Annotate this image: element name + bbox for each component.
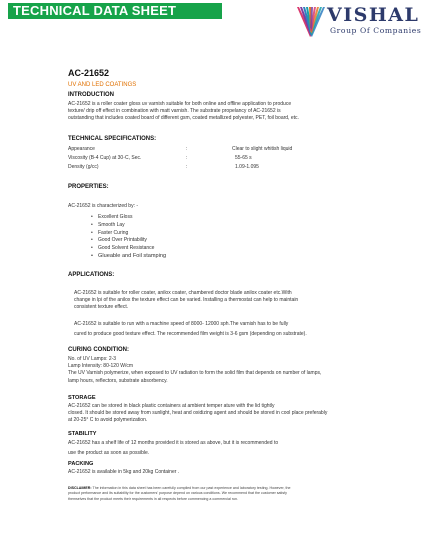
packing-heading: PACKING xyxy=(68,461,94,467)
introduction-text xyxy=(68,101,398,123)
properties-heading: PROPERTIES: xyxy=(68,184,109,190)
curing-heading: CURING CONDITION: xyxy=(68,347,129,353)
spec-label: Viscosity (B-4 Cup) at 30◦C, Sec. xyxy=(68,155,142,161)
applications-line: change in lpi of the anilox the texture effect can be varied. Installing a thermostat can help to maintain xyxy=(74,297,299,304)
introduction-line: outstanding that includes coated board of different gsm, coated metallized polyester, PET, foil board, etc. xyxy=(68,115,299,122)
logo-name: VISHAL xyxy=(327,4,420,26)
property-item: • Faster Curing xyxy=(68,230,166,238)
spec-value: 55-65 s xyxy=(235,155,252,161)
stability-heading: STABILITY xyxy=(68,431,97,437)
spec-value: 1.09-1.095 xyxy=(235,164,259,170)
property-item: • Good Solvent Resistance xyxy=(68,245,166,253)
applications-line: AC-21652 is suitable to run with a machine speed of 8000- 12000 sph.The varnish has to be fully xyxy=(74,321,289,327)
specs-heading: TECHNICAL SPECIFICATIONS: xyxy=(68,136,157,142)
disclaimer-line: themselves that the product meets their requirements in all respects before commencing a commercial run. xyxy=(68,496,238,501)
applications-line: cured to produce good texture effect. The recommended film weight is 3-6 gsm (depending on substrate). xyxy=(74,331,307,337)
storage-line: closed. It should be stored away from sunlight, heat and oxidizing agent and should be stored in cool place preferably xyxy=(68,410,328,417)
product-category: UV AND LED COATINGS xyxy=(68,82,137,88)
stability-line: AC-21652 has a shelf life of 12 months provided it is stored as above, but it is recommended to xyxy=(68,440,279,446)
disclaimer xyxy=(68,486,374,502)
packing-text: AC-21652 is available in 5kg and 20kg Container . xyxy=(68,469,180,475)
curing-line: No. of UV Lamps: 2-3 xyxy=(68,356,117,362)
disclaimer-line: product performance and its suitability for the customers' purpose depend on various conditions. We recommend that the customer satisfy xyxy=(68,491,287,496)
introduction-heading: INTRODUCTION xyxy=(68,92,114,98)
introduction-line: AC-21652 is a roller coater gloss uv varnish suitable for both online and offline application to produce xyxy=(68,101,292,107)
curing-line: lamp hours, reflectors, substrate absorbency. xyxy=(68,377,168,384)
property-item: • Good Over Printability xyxy=(68,237,166,245)
applications-line: AC-21652 is suitable for roller coater, anilox coater, chambered doctor blade anilox coater etc.With xyxy=(74,290,292,296)
banner-title: TECHNICAL DATA SHEET xyxy=(8,3,222,19)
curing-line: The UV Varnish polymerize, when exposed to UV radiation to form the solid film that depends on number of lamps, xyxy=(68,370,322,377)
spec-separator: : xyxy=(186,155,188,161)
disclaimer-label: DISCLAIMER: xyxy=(68,486,92,490)
spec-label: Density (g/cc) xyxy=(68,164,99,170)
applications-paragraph xyxy=(74,319,404,339)
storage-heading: STORAGE xyxy=(68,395,96,401)
curing-text xyxy=(68,356,408,385)
spec-separator: : xyxy=(186,146,188,152)
stability-line: use the product as soon as possible. xyxy=(68,449,150,456)
spec-label: Appearance xyxy=(68,146,95,152)
company-logo xyxy=(296,4,436,42)
applications-paragraph xyxy=(74,290,404,312)
logo-subtitle: Group Of Companies xyxy=(330,26,422,35)
property-item: • Glueable and Foil stamping xyxy=(68,253,166,261)
stability-text xyxy=(68,439,408,458)
properties-list xyxy=(68,214,166,261)
logo-mark-icon xyxy=(296,5,326,39)
product-code: AC-21652 xyxy=(68,68,110,78)
spec-value: Clear to slight whitish liquid xyxy=(232,146,293,152)
spec-separator: : xyxy=(186,164,188,170)
storage-line: at 20-25° C to avoid polymerization. xyxy=(68,417,148,424)
applications-line: consistent texture effect. xyxy=(74,304,129,311)
storage-line: AC-21652 can be stored in black plastic containers at ambient temper ature with the lid tightly xyxy=(68,403,275,409)
disclaimer-line: The information in this data sheet has been carefully compiled from our past experience and laboratory testing. However, the xyxy=(92,486,291,490)
property-item: • Smooth Lay xyxy=(68,222,166,230)
applications-heading: APPLICATIONS: xyxy=(68,272,115,278)
storage-text xyxy=(68,403,408,425)
property-item: • Excellent Gloss xyxy=(68,214,166,222)
introduction-line: texture/ drip off effect in combination with matt varnish. The substrate propelancy of AC-21652 is xyxy=(68,108,281,115)
curing-line: Lamp Intensity: 80-120 W/cm xyxy=(68,363,134,370)
properties-intro: AC-21652 is characterized by: - xyxy=(68,203,139,209)
